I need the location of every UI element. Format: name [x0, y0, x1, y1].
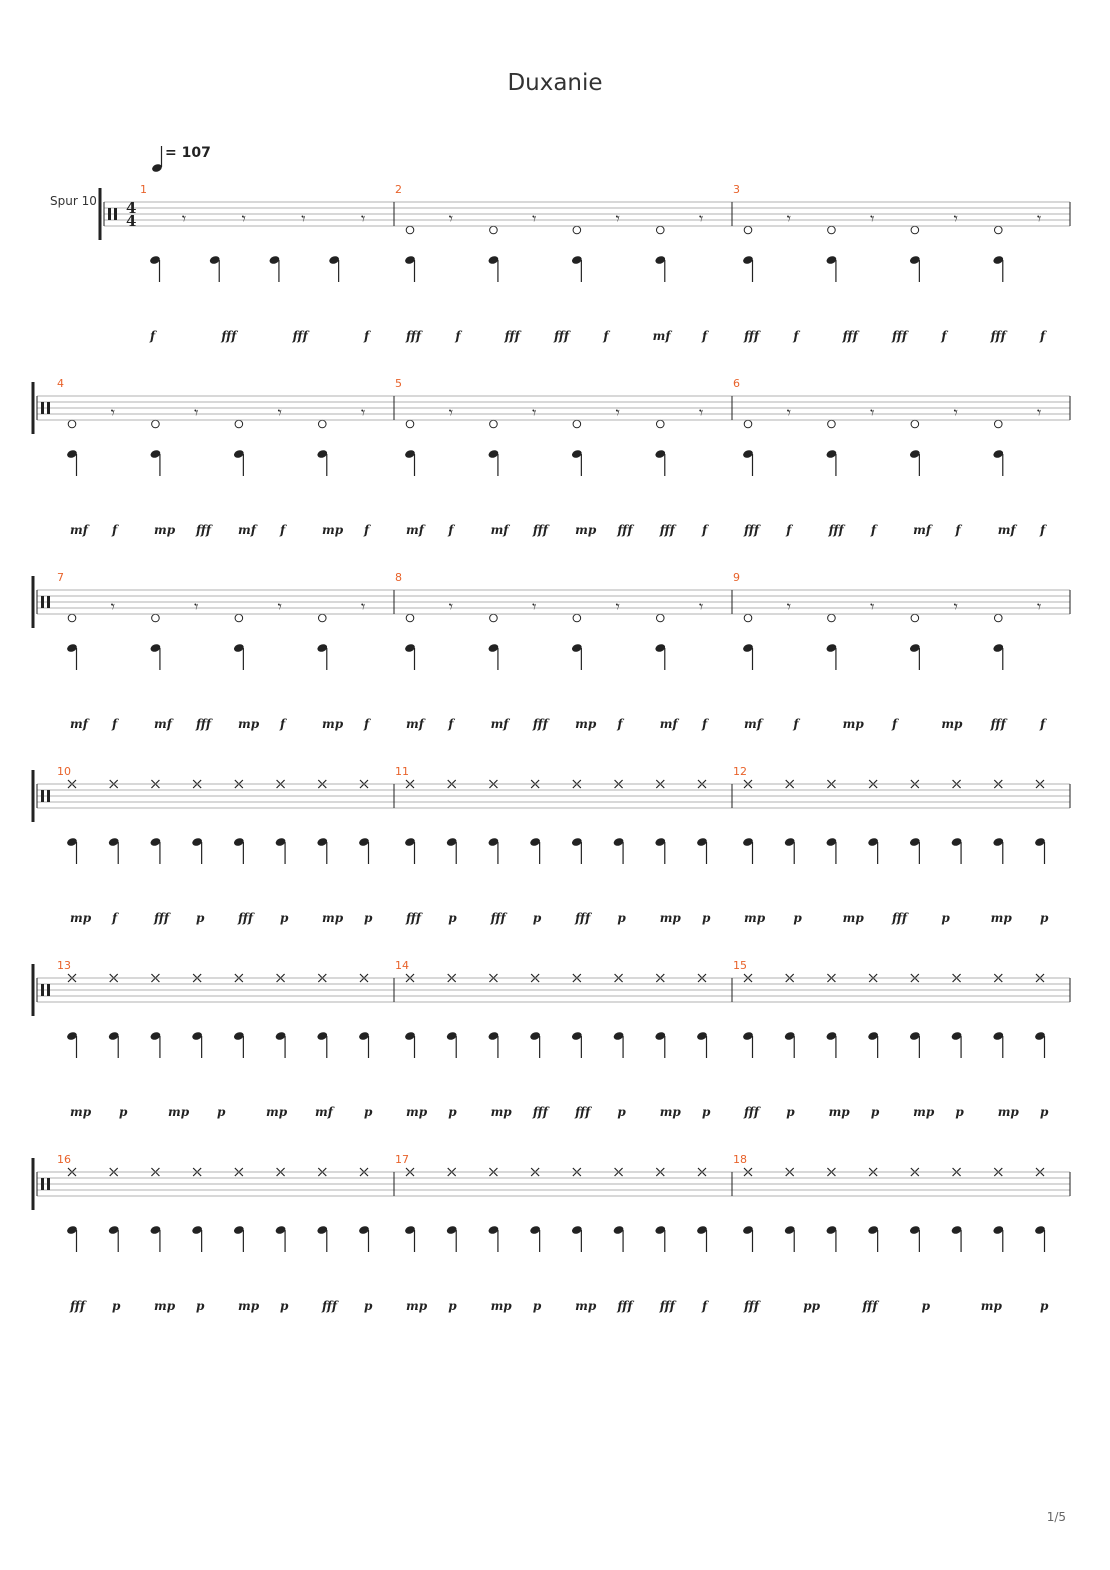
dynamic-mark: mp — [238, 717, 260, 731]
percussion-clef — [47, 1178, 50, 1190]
dynamic-mark: fff — [744, 1299, 760, 1313]
measure-number: 10 — [57, 765, 71, 778]
dynamic-mark: p — [196, 911, 205, 925]
cymbal-note — [235, 420, 243, 428]
dynamic-mark: p — [280, 911, 289, 925]
eighth-rest: 𝄾 — [277, 597, 282, 616]
dynamic-mark: f — [1040, 717, 1046, 731]
measure-number: 18 — [733, 1153, 747, 1166]
dynamic-mark: p — [112, 1299, 121, 1313]
cymbal-note — [235, 614, 243, 622]
dynamic-mark: f — [364, 329, 370, 343]
measure-number: 1 — [140, 183, 147, 196]
dynamic-mark: mp — [659, 1105, 681, 1119]
eighth-rest: 𝄾 — [615, 403, 620, 422]
eighth-rest: 𝄾 — [241, 209, 246, 228]
measure-number: 6 — [733, 377, 740, 390]
dynamic-mark: mp — [70, 911, 92, 925]
dynamic-mark: fff — [532, 523, 548, 537]
dynamic-mark: mp — [70, 1105, 92, 1119]
dynamic-mark: f — [617, 717, 623, 731]
dynamic-mark: p — [941, 911, 950, 925]
dynamic-mark: fff — [292, 329, 308, 343]
dynamic-mark: p — [119, 1105, 128, 1119]
dynamic-mark: mf — [652, 329, 671, 343]
dynamic-mark: fff — [842, 329, 858, 343]
dynamic-mark: mp — [266, 1105, 288, 1119]
percussion-clef — [47, 596, 50, 608]
dynamic-mark: mf — [70, 717, 88, 731]
dynamic-mark: mf — [154, 717, 172, 731]
system-2 — [33, 382, 1070, 434]
cymbal-note — [994, 226, 1002, 234]
cymbal-note — [406, 614, 414, 622]
dynamic-mark: mp — [575, 523, 597, 537]
eighth-rest: 𝄾 — [699, 403, 704, 422]
dynamic-mark: p — [1040, 911, 1049, 925]
measure-16 — [57, 1153, 373, 1313]
eighth-rest: 𝄾 — [448, 597, 453, 616]
measure-11 — [395, 765, 711, 925]
dynamic-mark: fff — [70, 1299, 86, 1313]
cymbal-note — [744, 226, 752, 234]
dynamic-mark: f — [892, 717, 898, 731]
dynamic-mark: fff — [862, 1299, 878, 1313]
dynamic-mark: mp — [322, 911, 344, 925]
cymbal-note — [573, 226, 581, 234]
eighth-rest: 𝄾 — [448, 209, 453, 228]
dynamic-mark: mf — [70, 523, 88, 537]
dynamic-mark: f — [702, 329, 708, 343]
eighth-rest: 𝄾 — [1037, 403, 1042, 422]
measure-number: 12 — [733, 765, 747, 778]
percussion-clef — [41, 596, 44, 608]
percussion-clef — [41, 790, 44, 802]
dynamic-mark: f — [702, 1299, 708, 1313]
dynamic-mark: mp — [322, 717, 344, 731]
cymbal-note — [911, 226, 919, 234]
eighth-rest: 𝄾 — [361, 209, 366, 228]
dynamic-mark: fff — [990, 717, 1006, 731]
dynamic-mark: p — [955, 1105, 964, 1119]
dynamic-mark: mp — [575, 1299, 597, 1313]
dynamic-mark: p — [793, 911, 802, 925]
dynamic-mark: f — [112, 911, 118, 925]
eighth-rest: 𝄾 — [532, 209, 537, 228]
measure-6 — [733, 377, 1047, 537]
dynamic-mark: fff — [221, 329, 237, 343]
measure-15 — [733, 959, 1049, 1119]
dynamic-mark: p — [617, 911, 626, 925]
dynamic-mark: mp — [980, 1299, 1002, 1313]
measure-number: 11 — [395, 765, 409, 778]
measure-13 — [57, 959, 373, 1119]
dynamic-mark: p — [532, 911, 542, 925]
dynamic-mark: f — [941, 329, 947, 343]
cymbal-note — [656, 614, 664, 622]
eighth-rest: 𝄾 — [110, 403, 115, 422]
measure-1 — [140, 183, 371, 343]
dynamic-mark: fff — [892, 329, 908, 343]
cymbal-note — [490, 614, 498, 622]
dynamic-mark: p — [448, 1299, 457, 1313]
eighth-rest: 𝄾 — [870, 209, 875, 228]
percussion-clef — [108, 208, 111, 220]
dynamic-mark: mp — [490, 1105, 512, 1119]
cymbal-note — [828, 614, 836, 622]
dynamic-mark: pp — [803, 1299, 820, 1313]
dynamic-mark: f — [112, 717, 118, 731]
dynamic-mark: fff — [554, 329, 570, 343]
dynamic-mark: mp — [990, 911, 1012, 925]
system-5 — [33, 964, 1070, 1016]
percussion-clef — [41, 1178, 44, 1190]
dynamic-mark: f — [280, 523, 286, 537]
tempo-marking: = 107 — [165, 145, 211, 161]
eighth-rest: 𝄾 — [532, 403, 537, 422]
dynamic-mark: mf — [406, 523, 424, 537]
dynamic-mark: mp — [941, 717, 963, 731]
dynamic-mark: mp — [744, 911, 766, 925]
dynamic-mark: p — [1040, 1105, 1049, 1119]
eighth-rest: 𝄾 — [870, 597, 875, 616]
dynamic-mark: mp — [406, 1105, 428, 1119]
dynamic-mark: f — [870, 523, 877, 537]
dynamic-mark: f — [150, 329, 156, 343]
dynamic-mark: f — [112, 523, 118, 537]
eighth-rest: 𝄾 — [1037, 597, 1042, 616]
dynamic-mark: mf — [490, 717, 509, 731]
cymbal-note — [744, 614, 752, 622]
dynamic-mark: fff — [892, 911, 908, 925]
dynamic-mark: mp — [997, 1105, 1019, 1119]
dynamic-mark: fff — [744, 1105, 760, 1119]
eighth-rest: 𝄾 — [194, 403, 199, 422]
page-number: 1/5 — [1046, 1510, 1066, 1524]
dynamic-mark: f — [448, 717, 454, 731]
dynamic-mark: mf — [659, 717, 678, 731]
dynamic-mark: fff — [744, 523, 760, 537]
measure-number: 16 — [57, 1153, 71, 1166]
cymbal-note — [994, 420, 1002, 428]
dynamic-mark: mp — [828, 1105, 850, 1119]
cymbal-note — [744, 420, 752, 428]
system-4 — [33, 770, 1070, 822]
eighth-rest: 𝄾 — [1037, 209, 1042, 228]
measure-number: 15 — [733, 959, 747, 972]
measure-number: 7 — [57, 571, 64, 584]
dynamic-mark: f — [280, 717, 286, 731]
eighth-rest: 𝄾 — [786, 209, 791, 228]
dynamic-mark: p — [448, 1105, 457, 1119]
eighth-rest: 𝄾 — [953, 209, 958, 228]
dynamic-mark: fff — [575, 1105, 591, 1119]
measure-number: 3 — [733, 183, 740, 196]
dynamic-mark: mp — [842, 717, 864, 731]
system-1 — [100, 188, 1070, 240]
dynamic-mark: f — [955, 523, 961, 537]
dynamic-mark: f — [702, 717, 708, 731]
measure-3 — [733, 183, 1047, 343]
dynamic-mark: fff — [406, 911, 422, 925]
dynamic-mark: fff — [196, 523, 212, 537]
time-signature-top: 4 — [126, 199, 137, 217]
dynamic-mark: p — [532, 1299, 542, 1313]
percussion-clef — [47, 790, 50, 802]
dynamic-mark: fff — [406, 329, 422, 343]
dynamic-mark: p — [702, 1105, 711, 1119]
cymbal-note — [318, 614, 326, 622]
measure-2 — [395, 183, 709, 343]
dynamic-mark: f — [702, 523, 708, 537]
eighth-rest: 𝄾 — [615, 597, 620, 616]
dynamic-mark: mp — [154, 523, 176, 537]
measure-10 — [57, 765, 373, 925]
measure-number: 9 — [733, 571, 740, 584]
dynamic-mark: f — [793, 717, 799, 731]
dynamic-mark: fff — [504, 329, 520, 343]
dynamic-mark: mp — [322, 523, 344, 537]
dynamic-mark: fff — [322, 1299, 338, 1313]
dynamic-mark: p — [617, 1105, 626, 1119]
cymbal-note — [68, 614, 76, 622]
eighth-rest: 𝄾 — [532, 597, 537, 616]
percussion-clef — [47, 402, 50, 414]
measure-number: 2 — [395, 183, 402, 196]
time-signature-bottom: 4 — [126, 212, 137, 230]
measure-number: 13 — [57, 959, 71, 972]
eighth-rest: 𝄾 — [301, 209, 306, 228]
dynamic-mark: f — [786, 523, 792, 537]
measure-number: 5 — [395, 377, 402, 390]
dynamic-mark: p — [870, 1105, 880, 1119]
dynamic-mark: p — [364, 1299, 373, 1313]
cymbal-note — [152, 420, 160, 428]
dynamic-mark: fff — [659, 1299, 675, 1313]
dynamic-mark: fff — [659, 523, 675, 537]
dynamic-mark: p — [217, 1105, 226, 1119]
eighth-rest: 𝄾 — [194, 597, 199, 616]
dynamic-mark: mp — [913, 1105, 935, 1119]
dynamic-mark: p — [786, 1105, 795, 1119]
percussion-clef — [114, 208, 117, 220]
dynamic-mark: f — [793, 329, 799, 343]
dynamic-mark: fff — [617, 523, 633, 537]
measure-5 — [395, 377, 709, 537]
dynamic-mark: f — [364, 523, 370, 537]
dynamic-mark: mp — [238, 1299, 260, 1313]
dynamic-mark: p — [702, 911, 711, 925]
dynamic-mark: fff — [575, 911, 591, 925]
eighth-rest: 𝄾 — [870, 403, 875, 422]
eighth-rest: 𝄾 — [361, 403, 366, 422]
eighth-rest: 𝄾 — [361, 597, 366, 616]
dynamic-mark: p — [1040, 1299, 1049, 1313]
cymbal-note — [656, 420, 664, 428]
eighth-rest: 𝄾 — [786, 597, 791, 616]
dynamic-mark: mf — [913, 523, 932, 537]
dynamic-mark: f — [1040, 523, 1046, 537]
eighth-rest: 𝄾 — [181, 209, 187, 228]
cymbal-note — [828, 420, 836, 428]
measure-8 — [395, 571, 709, 731]
dynamic-mark: f — [364, 717, 370, 731]
cymbal-note — [573, 614, 581, 622]
measure-number: 4 — [57, 377, 64, 390]
dynamic-mark: fff — [154, 911, 170, 925]
cymbal-note — [68, 420, 76, 428]
measure-number: 14 — [395, 959, 409, 972]
dynamic-mark: fff — [532, 1105, 548, 1119]
dynamic-mark: f — [1040, 329, 1046, 343]
cymbal-note — [406, 226, 414, 234]
cymbal-note — [656, 226, 664, 234]
dynamic-mark: fff — [617, 1299, 633, 1313]
measure-number: 8 — [395, 571, 402, 584]
cymbal-note — [573, 420, 581, 428]
dynamic-mark: p — [364, 1105, 373, 1119]
dynamic-mark: mf — [997, 523, 1016, 537]
percussion-clef — [41, 984, 44, 996]
dynamic-mark: mf — [406, 717, 424, 731]
eighth-rest: 𝄾 — [110, 597, 115, 616]
dynamic-mark: f — [455, 329, 461, 343]
dynamic-mark: p — [921, 1299, 930, 1313]
dynamic-mark: mp — [842, 911, 864, 925]
measure-7 — [57, 571, 371, 731]
measure-9 — [733, 571, 1047, 731]
percussion-clef — [41, 402, 44, 414]
dynamic-mark: f — [448, 523, 454, 537]
eighth-rest: 𝄾 — [615, 209, 620, 228]
dynamic-mark: fff — [238, 911, 254, 925]
measure-18 — [733, 1153, 1049, 1313]
cymbal-note — [911, 420, 919, 428]
measure-number: 17 — [395, 1153, 409, 1166]
dynamic-mark: mf — [315, 1105, 333, 1119]
dynamic-mark: p — [364, 911, 373, 925]
cymbal-note — [490, 420, 498, 428]
score-title: Duxanie — [507, 70, 603, 96]
dynamic-mark: mp — [154, 1299, 176, 1313]
dynamic-mark: p — [280, 1299, 289, 1313]
dynamic-mark: mf — [238, 523, 256, 537]
dynamic-mark: f — [603, 329, 609, 343]
cymbal-note — [152, 614, 160, 622]
eighth-rest: 𝄾 — [699, 597, 704, 616]
cymbal-note — [911, 614, 919, 622]
dynamic-mark: mf — [744, 717, 762, 731]
cymbal-note — [406, 420, 414, 428]
percussion-clef — [47, 984, 50, 996]
cymbal-note — [828, 226, 836, 234]
measure-12 — [733, 765, 1049, 925]
dynamic-mark: mp — [575, 717, 597, 731]
eighth-rest: 𝄾 — [786, 403, 791, 422]
dynamic-mark: mp — [168, 1105, 190, 1119]
dynamic-mark: mf — [490, 523, 509, 537]
cymbal-note — [490, 226, 498, 234]
eighth-rest: 𝄾 — [448, 403, 453, 422]
dynamic-mark: fff — [744, 329, 760, 343]
track-name: Spur 10 — [50, 194, 97, 208]
measure-4 — [57, 377, 371, 537]
dynamic-mark: fff — [532, 717, 548, 731]
dynamic-mark: fff — [990, 329, 1006, 343]
dynamic-mark: mp — [659, 911, 681, 925]
cymbal-note — [994, 614, 1002, 622]
dynamic-mark: p — [448, 911, 457, 925]
dynamic-mark: fff — [196, 717, 212, 731]
dynamic-mark: p — [196, 1299, 205, 1313]
eighth-rest: 𝄾 — [277, 403, 282, 422]
dynamic-mark: mp — [406, 1299, 428, 1313]
dynamic-mark: fff — [828, 523, 844, 537]
measure-17 — [395, 1153, 709, 1313]
measure-14 — [395, 959, 711, 1119]
system-6 — [33, 1158, 1070, 1210]
dynamic-mark: fff — [490, 911, 506, 925]
eighth-rest: 𝄾 — [953, 597, 958, 616]
system-3 — [33, 576, 1070, 628]
dynamic-mark: mp — [490, 1299, 512, 1313]
cymbal-note — [318, 420, 326, 428]
eighth-rest: 𝄾 — [699, 209, 704, 228]
eighth-rest: 𝄾 — [953, 403, 958, 422]
